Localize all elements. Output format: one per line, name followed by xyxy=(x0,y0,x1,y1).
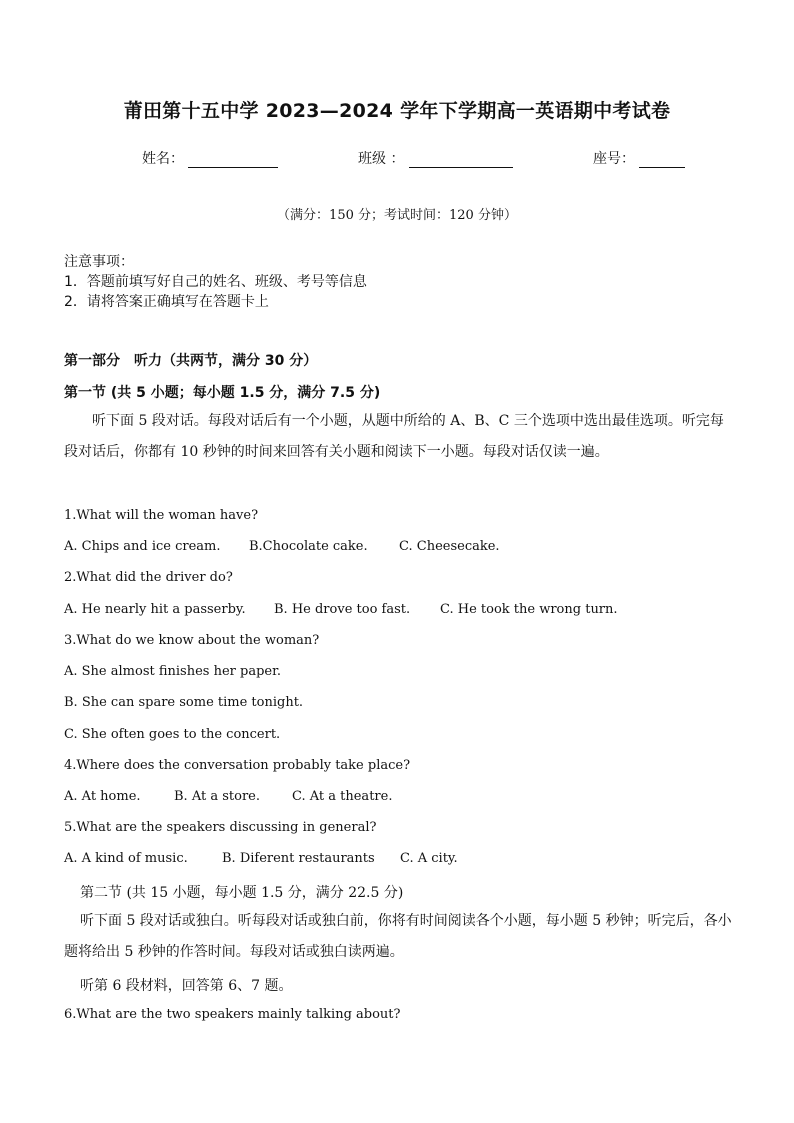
option[interactable]: C. Cheesecake. xyxy=(399,539,500,554)
option[interactable]: B. She can spare some time tonight. xyxy=(64,695,304,710)
option[interactable]: B. Diferent restaurants xyxy=(222,851,375,866)
section1-heading: 第一节 (共 5 小题；每小题 1.5 分，满分 7.5 分) xyxy=(64,385,381,401)
score-time-line: （满分：150 分；考试时间：120 分钟） xyxy=(277,208,517,223)
option[interactable]: A. Chips and ice cream. xyxy=(64,539,221,554)
option[interactable]: B. At a store. xyxy=(174,789,260,804)
class-field[interactable] xyxy=(358,148,513,168)
part1-heading: 第一部分 听力（共两节，满分 30 分） xyxy=(64,353,318,369)
seat-label: 座号： xyxy=(593,151,635,167)
name-label: 姓名： xyxy=(142,151,184,167)
option[interactable]: A. He nearly hit a passerby. xyxy=(64,602,246,617)
section2-heading: 第二节 (共 15 小题，每小题 1.5 分，满分 22.5 分) xyxy=(80,885,404,901)
class-blank[interactable] xyxy=(409,152,513,168)
option[interactable]: C. A city. xyxy=(400,851,458,866)
material-6-instruction: 听第 6 段材料，回答第 6、7 题。 xyxy=(80,978,293,994)
option[interactable]: B. He drove too fast. xyxy=(274,602,411,617)
question-2: 2.What did the driver do? xyxy=(64,570,233,585)
name-field[interactable] xyxy=(142,148,278,168)
seat-field[interactable] xyxy=(593,148,685,168)
question-4-options xyxy=(64,789,392,804)
note-item: 1．答题前填写好自己的姓名、班级、考号等信息 xyxy=(64,274,367,290)
note-item: 2．请将答案正确填写在答题卡上 xyxy=(64,294,269,310)
seat-blank[interactable] xyxy=(639,152,685,168)
option[interactable]: A. A kind of music. xyxy=(64,851,188,866)
exam-title: 莆田第十五中学 2023—2024 学年下学期高一英语期中考试卷 xyxy=(123,100,671,122)
section2-instructions: 听下面 5 段对话或独白。听每段对话或独白前，你将有时间阅读各个小题，每小题 5 秒钟；听完后，各小题将给出 5 秒钟的作答时间。每段对话或独白读两遍。 xyxy=(64,913,732,960)
option[interactable]: C. He took the wrong turn. xyxy=(440,602,618,617)
notes-block xyxy=(64,252,367,312)
question-1-options xyxy=(64,539,500,554)
option[interactable]: A. She almost finishes her paper. xyxy=(64,664,282,679)
option[interactable]: B.Chocolate cake. xyxy=(249,539,368,554)
question-6: 6.What are the two speakers mainly talking about? xyxy=(64,1007,401,1022)
name-blank[interactable] xyxy=(188,152,278,168)
question-2-options xyxy=(64,602,618,617)
question-1: 1.What will the woman have? xyxy=(64,508,259,523)
question-4: 4.Where does the conversation probably take place? xyxy=(64,758,411,773)
option[interactable]: C. She often goes to the concert. xyxy=(64,727,281,742)
question-5: 5.What are the speakers discussing in general? xyxy=(64,820,377,835)
question-3: 3.What do we know about the woman? xyxy=(64,633,320,648)
notes-heading: 注意事项： xyxy=(64,254,134,270)
option[interactable]: A. At home. xyxy=(64,789,141,804)
question-5-options xyxy=(64,851,458,866)
class-label: 班级 ： xyxy=(358,151,405,167)
section1-instructions: 听下面 5 段对话。每段对话后有一个小题，从题中所给的 A、B、C 三个选项中选出最佳选项。听完每段对话后，你都有 10 秒钟的时间来回答有关小题和阅读下一小题。每段对话仅读一遍。 xyxy=(64,413,724,460)
option[interactable]: C. At a theatre. xyxy=(292,789,393,804)
